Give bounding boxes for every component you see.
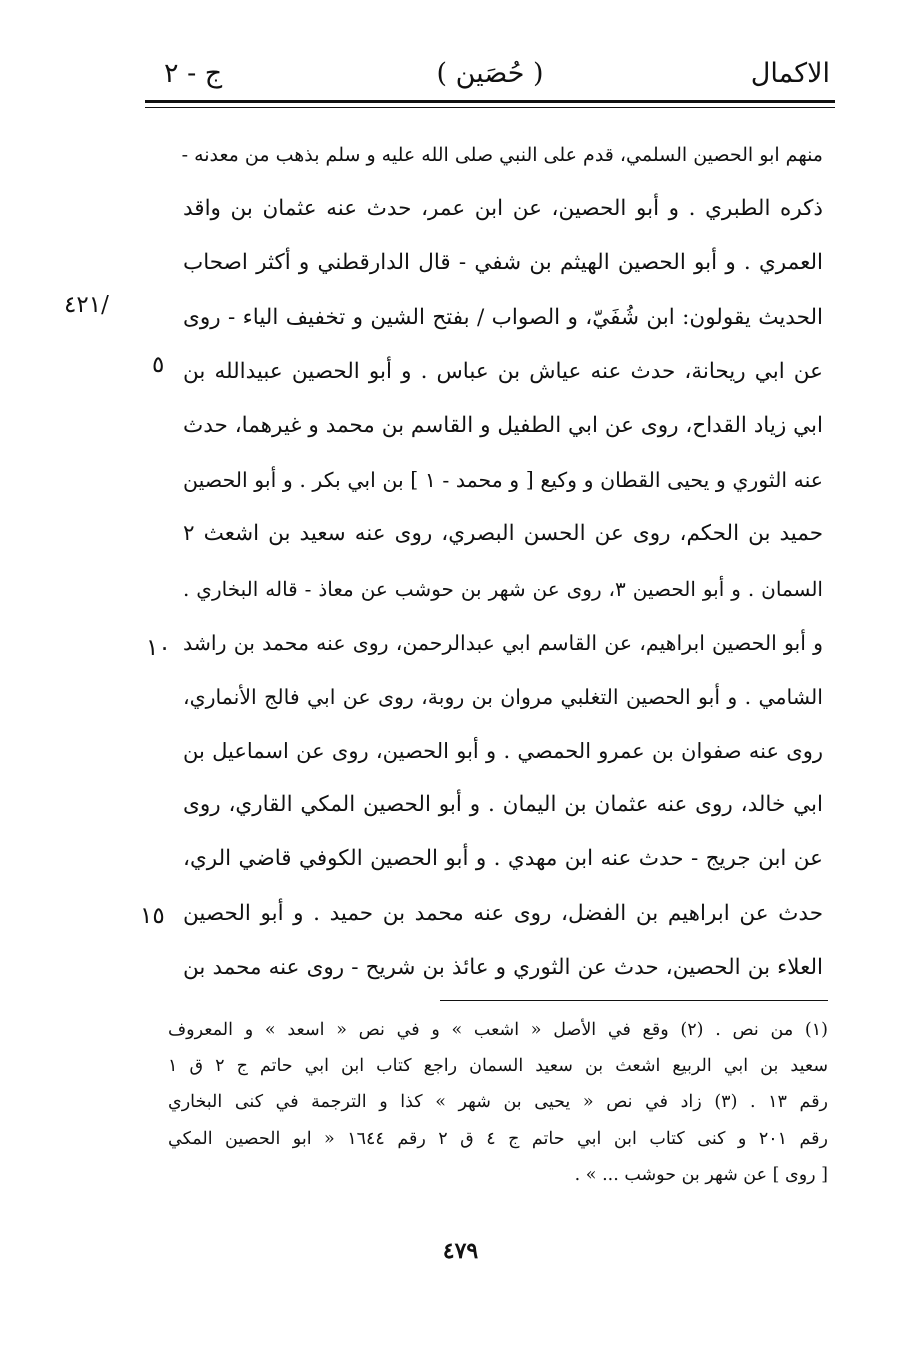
page-number: ٤٧٩ [442,1238,479,1264]
text-line: ذكره الطبري . و أبو الحصين، عن ابن عمر، حدث عنه عثمان بن واقد [183,196,823,222]
header-volume: ج - ٢ [164,58,223,89]
footnote-rule [440,1000,828,1001]
footnote-line: (١) من نص . (٢) وقع في الأصل « اشعب » و في نص « اسعد » و المعروف [168,1020,828,1040]
text-line: عن ابي ريحانة، حدث عنه عياش بن عباس . و أبو الحصين عبيدالله بن [183,358,823,384]
header-book-title: الاكمال [750,58,830,89]
footnote-line: رقم ٢٠١ و كنى كتاب ابن ابي حاتم ج ٤ ق ٢ رقم ١٦٤٤ « ابو الحصين المكي [168,1128,829,1149]
text-line: عن ابن جريج - حدث عنه ابن مهدي . و أبو الحصين الكوفي قاضي الري، [183,846,823,872]
text-line: الحديث يقولون: ابن شُفَيّ، و الصواب / بفتح الشين و تخفيف الياء - روى [183,304,823,330]
text-line: ابي زياد القداح، روى عن ابي الطفيل و القاسم بن محمد و غيرهما، حدث [183,412,823,438]
text-line: عنه الثوري و يحيى القطان و وكيع [ و محمد - ١ ] بن ابي بكر . و أبو الحصين [183,468,823,493]
text-line: العلاء بن الحصين، حدث عن الثوري و عائذ بن شريح - روى عنه محمد بن [183,954,823,980]
text-line: ابي خالد، روى عنه عثمان بن اليمان . و أبو الحصين المكي القاري، روى [183,792,823,818]
text-line: السمان . و أبو الحصين ٣، روى عن شهر بن حوشب عن معاذ - قاله البخاري . [183,576,823,601]
text-line: و أبو الحصين ابراهيم، عن القاسم ابي عبدالرحمن، روى عنه محمد بن راشد [183,630,823,655]
footnote-line: رقم ١٣ . (٣) زاد في نص « يحيى بن شهر » كذا و الترجمة في كنى البخاري [168,1092,829,1113]
text-line: منهم ابو الحصين السلمي، قدم على النبي صلى الله عليه و سلم بذهب من معدنه - [181,144,823,166]
running-header [150,56,830,96]
header-rule-thick [145,100,835,103]
footnote-line: سعيد بن ابي الربيع اشعث بن سعيد السمان راجع كتاب ابن ابي حاتم ج ٢ ق ١ [168,1056,828,1077]
line-number-5: ٥ [152,352,165,378]
text-line: روى عنه صفوان بن عمرو الحمصي . و أبو الحصين، روى عن اسماعيل بن [183,739,823,764]
text-line: حدث عن ابراهيم بن الفضل، روى عنه محمد بن حميد . و أبو الحصين [183,900,823,926]
header-rule-thin [145,107,835,108]
header-entry-title: ( حُصَين ) [436,58,544,89]
footnote-line: [ روى ] عن شهر بن حوشب ... » . [574,1164,828,1185]
line-number-10: ١٠ [146,635,171,661]
folio-marker: ٤٢١/ [64,292,109,318]
main-text [183,128,823,995]
text-line: العمري . و أبو الحصين الهيثم بن شفي - قال الدارقطني و أكثر اصحاب [183,250,823,276]
text-line: الشامي . و أبو الحصين التغلبي مروان بن روبة، روى عن ابي فالج الأنماري، [183,684,823,709]
footnotes [168,1012,828,1193]
text-line: حميد بن الحكم، روى عن الحسن البصري، روى عنه سعيد بن اشعث ٢ [183,521,823,547]
line-number-15: ١٥ [140,903,165,929]
